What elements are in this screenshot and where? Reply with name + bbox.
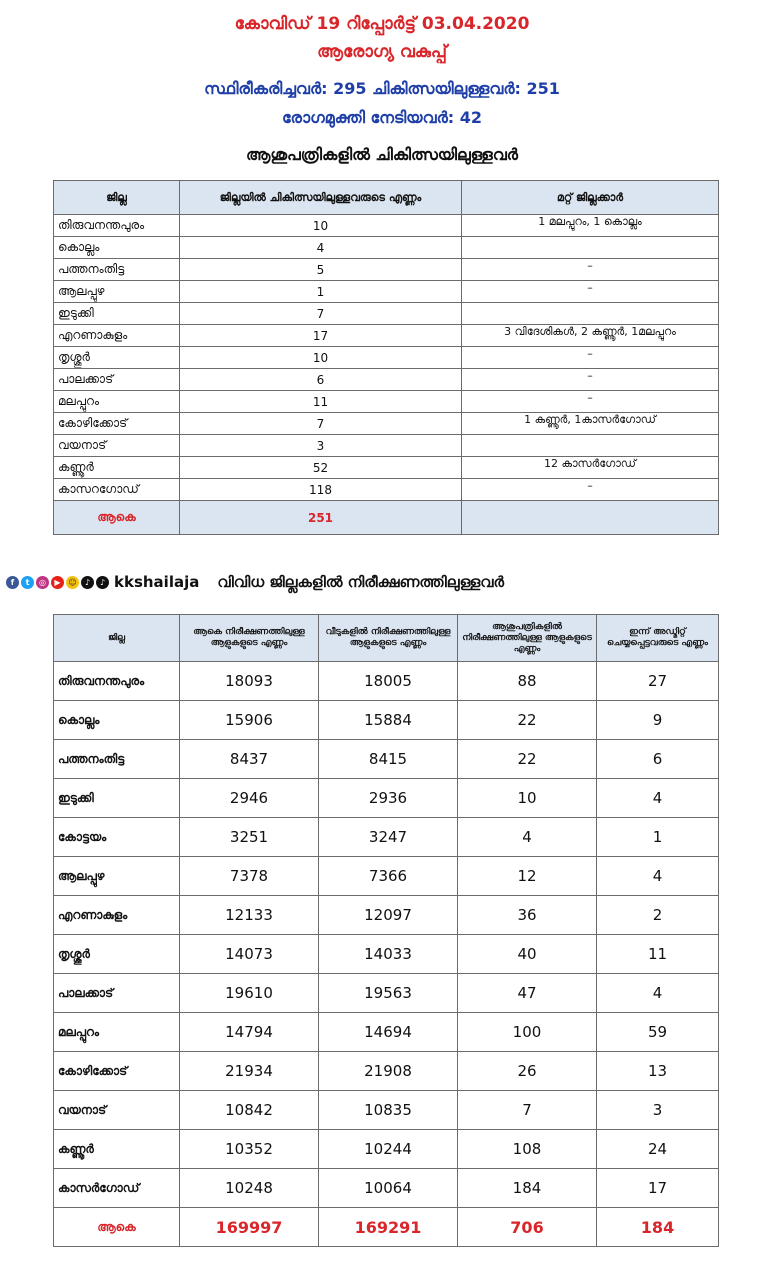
other-districts-cell: – xyxy=(462,281,719,303)
table-row xyxy=(54,701,719,740)
hospital-observed-cell: 40 xyxy=(458,935,597,974)
admitted-today-cell: 59 xyxy=(597,1013,719,1052)
home-observed-cell: 8415 xyxy=(319,740,458,779)
table2-title: വിവിധ ജില്ലകളിൽ നിരീക്ഷണത്തിലുള്ളവർ xyxy=(217,573,504,591)
home-observed-cell: 10244 xyxy=(319,1130,458,1169)
total-home-observed-cell: 169291 xyxy=(319,1208,458,1247)
admitted-today-cell: 2 xyxy=(597,896,719,935)
table-row xyxy=(54,662,719,701)
home-observed-cell: 10835 xyxy=(319,1091,458,1130)
table-row xyxy=(54,479,719,501)
hospital-observed-cell: 26 xyxy=(458,1052,597,1091)
table-row xyxy=(54,457,719,479)
home-observed-cell: 2936 xyxy=(319,779,458,818)
total-observed-cell: 3251 xyxy=(180,818,319,857)
table-row xyxy=(54,325,719,347)
table-row xyxy=(54,1091,719,1130)
other-districts-cell: – xyxy=(462,479,719,501)
hospital-observed-cell: 100 xyxy=(458,1013,597,1052)
total-total-observed-cell: 169997 xyxy=(180,1208,319,1247)
table-row xyxy=(54,974,719,1013)
home-observed-cell: 21908 xyxy=(319,1052,458,1091)
table2-col-admitted-today: ഇന്ന് അഡ്മിറ്റ് ചെയ്യപ്പെട്ടവരുടെ എണ്ണം xyxy=(597,615,719,662)
admitted-today-cell: 27 xyxy=(597,662,719,701)
total-observed-cell: 21934 xyxy=(180,1052,319,1091)
district-cell: പത്തനംതിട്ട xyxy=(54,740,180,779)
count-cell: 1 xyxy=(180,281,462,303)
district-cell: കാസർഗോഡ് xyxy=(54,1169,180,1208)
youtube-icon[interactable]: ▶ xyxy=(51,576,64,589)
table-row xyxy=(54,215,719,237)
count-cell: 4 xyxy=(180,237,462,259)
table2-col-total-observed: ആകെ നിരീക്ഷണത്തിലുള്ള ആളുകളുടെ എണ്ണം xyxy=(180,615,319,662)
table-row xyxy=(54,857,719,896)
admitted-today-cell: 6 xyxy=(597,740,719,779)
admitted-today-cell: 11 xyxy=(597,935,719,974)
total-observed-cell: 19610 xyxy=(180,974,319,1013)
district-cell: പത്തനംതിട്ട xyxy=(54,259,180,281)
district-cell: തിരുവനന്തപുരം xyxy=(54,662,180,701)
table1-header-row xyxy=(54,181,719,215)
table1-col-count: ജില്ലയിൽ ചികിത്സയിലുള്ളവരുടെ എണ്ണം xyxy=(180,181,462,215)
total-hospital-observed-cell: 706 xyxy=(458,1208,597,1247)
admitted-today-cell: 13 xyxy=(597,1052,719,1091)
total-value: 251 xyxy=(180,501,462,535)
admitted-today-cell: 4 xyxy=(597,779,719,818)
other-districts-cell: – xyxy=(462,391,719,413)
twitter-icon[interactable]: t xyxy=(21,576,34,589)
hospital-observed-cell: 108 xyxy=(458,1130,597,1169)
total-observed-cell: 14794 xyxy=(180,1013,319,1052)
table2-total-row xyxy=(54,1208,719,1247)
admitted-today-cell: 24 xyxy=(597,1130,719,1169)
table-row xyxy=(54,1169,719,1208)
other-districts-cell: 3 വിദേശികൾ, 2 കണ്ണൂർ, 1മലപ്പുറം xyxy=(462,325,719,347)
district-cell: മലപ്പുറം xyxy=(54,391,180,413)
total-district-cell: ആകെ xyxy=(54,1208,180,1247)
admitted-today-cell: 9 xyxy=(597,701,719,740)
table-row xyxy=(54,935,719,974)
other-districts-cell: – xyxy=(462,347,719,369)
total-observed-cell: 8437 xyxy=(180,740,319,779)
department-name: ആരോഗ്യ വകുപ്പ് xyxy=(317,42,447,62)
district-cell: വയനാട് xyxy=(54,1091,180,1130)
admitted-today-cell: 17 xyxy=(597,1169,719,1208)
home-observed-cell: 10064 xyxy=(319,1169,458,1208)
hospital-observed-cell: 7 xyxy=(458,1091,597,1130)
district-cell: കണ്ണൂർ xyxy=(54,1130,180,1169)
table1-title: ആശുപത്രികളിൽ ചികിത്സയിലുള്ളവർ xyxy=(246,145,518,164)
count-cell: 6 xyxy=(180,369,462,391)
facebook-icon[interactable]: f xyxy=(6,576,19,589)
admitted-today-cell: 4 xyxy=(597,974,719,1013)
table-row xyxy=(54,435,719,457)
home-observed-cell: 14694 xyxy=(319,1013,458,1052)
table2-col-district: ജില്ല xyxy=(54,615,180,662)
table1-col-other-districts: മറ്റ് ജില്ലക്കാർ xyxy=(462,181,719,215)
report-title: കോവിഡ് 19 റിപ്പോർട്ട് 03.04.2020 xyxy=(234,14,530,34)
social-handle[interactable]: kkshailaja xyxy=(114,573,200,591)
district-cell: ഇടുക്കി xyxy=(54,303,180,325)
hospital-observed-cell: 10 xyxy=(458,779,597,818)
home-observed-cell: 3247 xyxy=(319,818,458,857)
table-row xyxy=(54,369,719,391)
district-cell: ആലപ്പുഴ xyxy=(54,857,180,896)
social-bar xyxy=(6,571,504,593)
table-row xyxy=(54,1052,719,1091)
district-cell: ഇടുക്കി xyxy=(54,779,180,818)
admitted-today-cell: 1 xyxy=(597,818,719,857)
total-observed-cell: 18093 xyxy=(180,662,319,701)
district-cell: ആലപ്പുഴ xyxy=(54,281,180,303)
district-cell: കൊല്ലം xyxy=(54,237,180,259)
table-row xyxy=(54,347,719,369)
count-cell: 10 xyxy=(180,347,462,369)
district-cell: കാസറഗോഡ് xyxy=(54,479,180,501)
total-observed-cell: 15906 xyxy=(180,701,319,740)
count-cell: 5 xyxy=(180,259,462,281)
table-row xyxy=(54,896,719,935)
total-observed-cell: 14073 xyxy=(180,935,319,974)
home-observed-cell: 18005 xyxy=(319,662,458,701)
home-observed-cell: 7366 xyxy=(319,857,458,896)
tiktok-icon[interactable]: ♪ xyxy=(81,576,94,589)
district-cell: വയനാട് xyxy=(54,435,180,457)
table-row xyxy=(54,413,719,435)
district-cell: പാലക്കാട് xyxy=(54,974,180,1013)
other-districts-cell: 1 കണ്ണൂർ, 1കാസർഗോഡ് xyxy=(462,413,719,435)
count-cell: 10 xyxy=(180,215,462,237)
table2-col-home-observed: വീടുകളിൽ നിരീക്ഷണത്തിലുള്ള ആളുകളുടെ എണ്ണം xyxy=(319,615,458,662)
other-districts-cell xyxy=(462,303,719,325)
district-cell: മലപ്പുറം xyxy=(54,1013,180,1052)
total-observed-cell: 2946 xyxy=(180,779,319,818)
table1-col-district: ജില്ല xyxy=(54,181,180,215)
table-row xyxy=(54,259,719,281)
district-cell: കോഴിക്കോട് xyxy=(54,413,180,435)
district-cell: തൃശ്ശൂർ xyxy=(54,347,180,369)
count-cell: 52 xyxy=(180,457,462,479)
table-row xyxy=(54,281,719,303)
table-row xyxy=(54,740,719,779)
admitted-today-cell: 3 xyxy=(597,1091,719,1130)
district-cell: കോഴിക്കോട് xyxy=(54,1052,180,1091)
district-cell: കണ്ണൂർ xyxy=(54,457,180,479)
count-cell: 7 xyxy=(180,303,462,325)
count-cell: 118 xyxy=(180,479,462,501)
home-observed-cell: 12097 xyxy=(319,896,458,935)
count-cell: 11 xyxy=(180,391,462,413)
district-cell: എറണാകുളം xyxy=(54,325,180,347)
district-cell: തൃശ്ശൂർ xyxy=(54,935,180,974)
admitted-today-cell: 4 xyxy=(597,857,719,896)
instagram-icon[interactable]: ◎ xyxy=(36,576,49,589)
other-districts-cell: 1 മലപ്പുറം, 1 കൊല്ലം xyxy=(462,215,719,237)
tiktok-icon-2[interactable]: ♪ xyxy=(96,576,109,589)
table2-col-hospital-observed: ആശുപത്രികളിൽ നിരീക്ഷണത്തിലുള്ള ആളുകളുടെ എണ്ണം xyxy=(458,615,597,662)
hospital-observed-cell: 22 xyxy=(458,701,597,740)
table-row xyxy=(54,1013,719,1052)
observation-table xyxy=(53,614,719,1247)
recovered-line: രോഗമുക്തി നേടിയവർ: 42 xyxy=(281,108,483,127)
other-districts-cell: – xyxy=(462,259,719,281)
table-row xyxy=(54,391,719,413)
home-observed-cell: 15884 xyxy=(319,701,458,740)
hospital-observed-cell: 47 xyxy=(458,974,597,1013)
district-cell: കൊല്ലം xyxy=(54,701,180,740)
total-label: ആകെ xyxy=(54,501,180,535)
other-districts-cell: 12 കാസർഗോഡ് xyxy=(462,457,719,479)
district-cell: എറണാകുളം xyxy=(54,896,180,935)
hospital-treatment-table xyxy=(53,180,719,535)
hospital-observed-cell: 22 xyxy=(458,740,597,779)
snapchat-icon[interactable]: ☺ xyxy=(66,576,79,589)
count-cell: 17 xyxy=(180,325,462,347)
total-observed-cell: 7378 xyxy=(180,857,319,896)
other-districts-cell xyxy=(462,435,719,457)
total-observed-cell: 10352 xyxy=(180,1130,319,1169)
total-other xyxy=(462,501,719,535)
total-observed-cell: 10842 xyxy=(180,1091,319,1130)
hospital-observed-cell: 36 xyxy=(458,896,597,935)
hospital-observed-cell: 184 xyxy=(458,1169,597,1208)
total-admitted-today-cell: 184 xyxy=(597,1208,719,1247)
district-cell: കോട്ടയം xyxy=(54,818,180,857)
count-cell: 3 xyxy=(180,435,462,457)
stats-line: സ്ഥിരീകരിച്ചവർ: 295 ചികിത്സയിലുള്ളവർ: 251 xyxy=(204,79,560,98)
count-cell: 7 xyxy=(180,413,462,435)
hospital-observed-cell: 12 xyxy=(458,857,597,896)
table-row xyxy=(54,237,719,259)
table2-header-row xyxy=(54,615,719,662)
district-cell: പാലക്കാട് xyxy=(54,369,180,391)
total-observed-cell: 12133 xyxy=(180,896,319,935)
hospital-observed-cell: 4 xyxy=(458,818,597,857)
home-observed-cell: 14033 xyxy=(319,935,458,974)
total-observed-cell: 10248 xyxy=(180,1169,319,1208)
table-row xyxy=(54,1130,719,1169)
district-cell: തിരുവനന്തപുരം xyxy=(54,215,180,237)
table-row xyxy=(54,818,719,857)
table-row xyxy=(54,303,719,325)
hospital-observed-cell: 88 xyxy=(458,662,597,701)
other-districts-cell: – xyxy=(462,369,719,391)
other-districts-cell xyxy=(462,237,719,259)
table1-total-row xyxy=(54,501,719,535)
table-row xyxy=(54,779,719,818)
home-observed-cell: 19563 xyxy=(319,974,458,1013)
